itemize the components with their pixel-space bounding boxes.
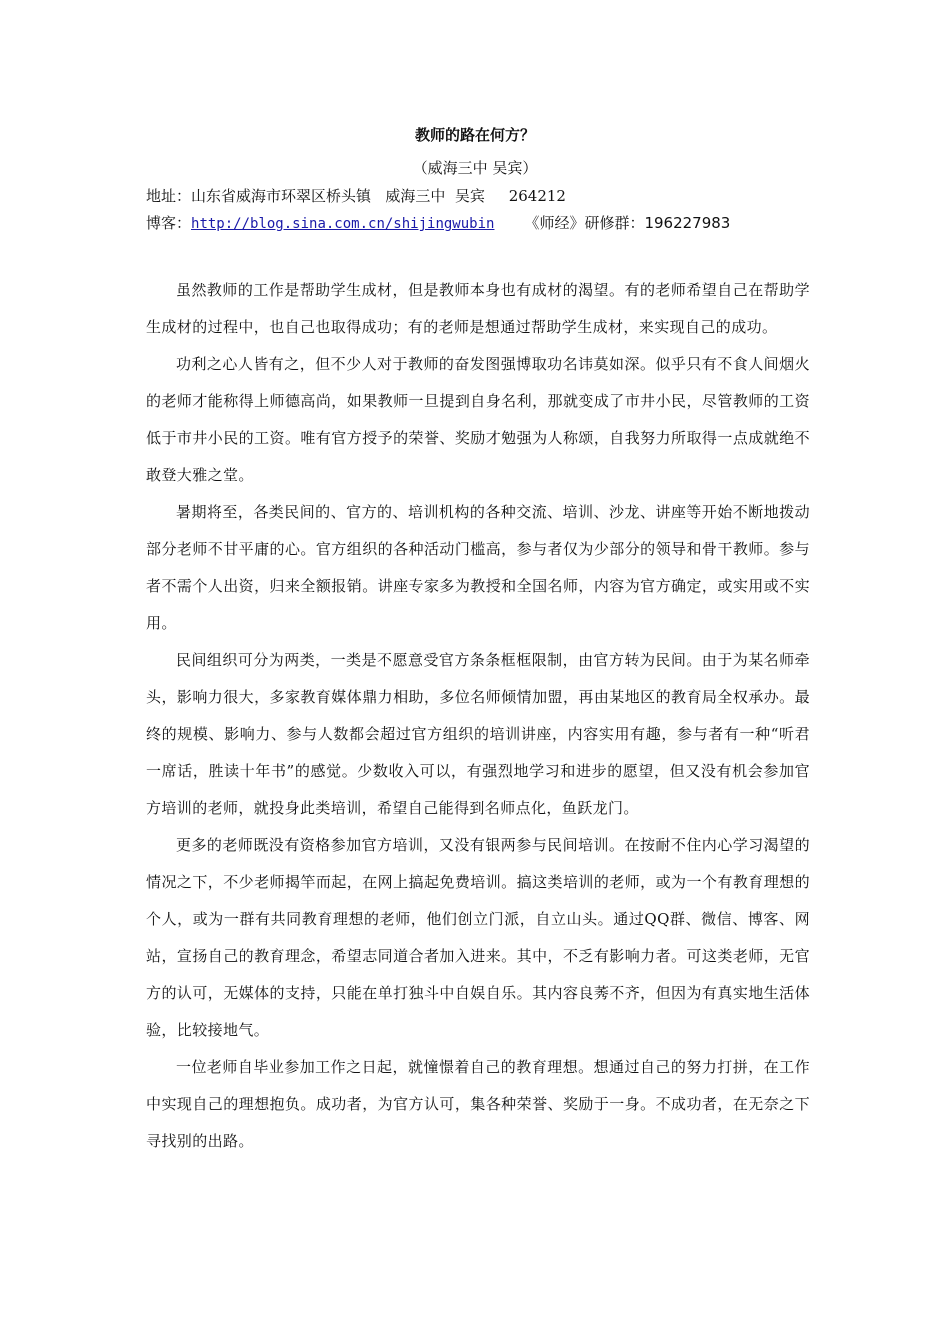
paragraph: 一位老师自毕业参加工作之日起，就憧憬着自己的教育理想。想通过自己的努力打拼，在工作中实现自己的理想抱负。成功者，为官方认可，集各种荣誉、奖励于一身。不成功者，在无奈之下寻找别的出路。 xyxy=(146,1058,810,1150)
paragraph: 暑期将至，各类民间的、官方的、培训机构的各种交流、培训、沙龙、讲座等开始不断地拨动部分老师不甘平庸的心。官方组织的各种活动门槛高，参与者仅为少部分的领导和骨干教师。参与者不需个人出资，归来全额报销。讲座专家多为教授和全国名师，内容为官方确定，或实用或不实用。 xyxy=(146,503,810,632)
blog-label: 博客： xyxy=(146,214,192,232)
article-body xyxy=(146,272,810,1160)
author-byline: （威海三中 吴宾） xyxy=(412,159,538,177)
study-group-text: 《师经》研修群：196227983 xyxy=(524,214,731,232)
document-title: 教师的路在何方？ xyxy=(414,126,535,144)
blog-line xyxy=(146,212,730,233)
address-line xyxy=(146,185,566,206)
paragraph: 更多的老师既没有资格参加官方培训，又没有银两参与民间培训。在按耐不住内心学习渴望的情况之下，不少老师揭竿而起，在网上搞起免费培训。搞这类培训的老师，或为一个有教育理想的个人，或为一群有共同教育理想的老师，他们创立门派，自立山头。通过QQ群、微信、博客、网站，宣扬自己的教育理念，希望志同道合者加入进来。其中，不乏有影响力者。可这类老师，无官方的认可，无媒体的支持，只能在单打独斗中自娱自乐。其内容良莠不齐，但因为有真实地生活体验，比较接地气。 xyxy=(146,836,810,1039)
paragraph: 民间组织可分为两类，一类是不愿意受官方条条框框限制，由官方转为民间。由于为某名师牵头，影响力很大，多家教育媒体鼎力相助，多位名师倾情加盟，再由某地区的教育局全权承办。最终的规模、影响力、参与人数都会超过官方组织的培训讲座，内容实用有趣，参与者有一种“听君一席话，胜读十年书”的感觉。少数收入可以，有强烈地学习和进步的愿望，但又没有机会参加官方培训的老师，就投身此类培训，希望自己能得到名师点化，鱼跃龙门。 xyxy=(146,651,810,817)
address-value: 山东省威海市环翠区桥头镇 威海三中 吴宾 264212 xyxy=(191,187,566,205)
paragraph: 功利之心人皆有之，但不少人对于教师的奋发图强博取功名讳莫如深。似乎只有不食人间烟火的老师才能称得上师德高尚，如果教师一旦提到自身名利，那就变成了市井小民，尽管教师的工资低于市井小民的工资。唯有官方授予的荣誉、奖励才勉强为人称颂，自我努力所取得一点成就绝不敢登大雅之堂。 xyxy=(146,355,810,484)
address-label: 地址： xyxy=(146,187,192,205)
paragraph: 虽然教师的工作是帮助学生成材，但是教师本身也有成材的渴望。有的老师希望自己在帮助学生成材的过程中，也自己也取得成功；有的老师是想通过帮助学生成材，来实现自己的成功。 xyxy=(146,281,810,336)
blog-link[interactable]: http://blog.sina.com.cn/shijingwubin xyxy=(191,216,495,232)
